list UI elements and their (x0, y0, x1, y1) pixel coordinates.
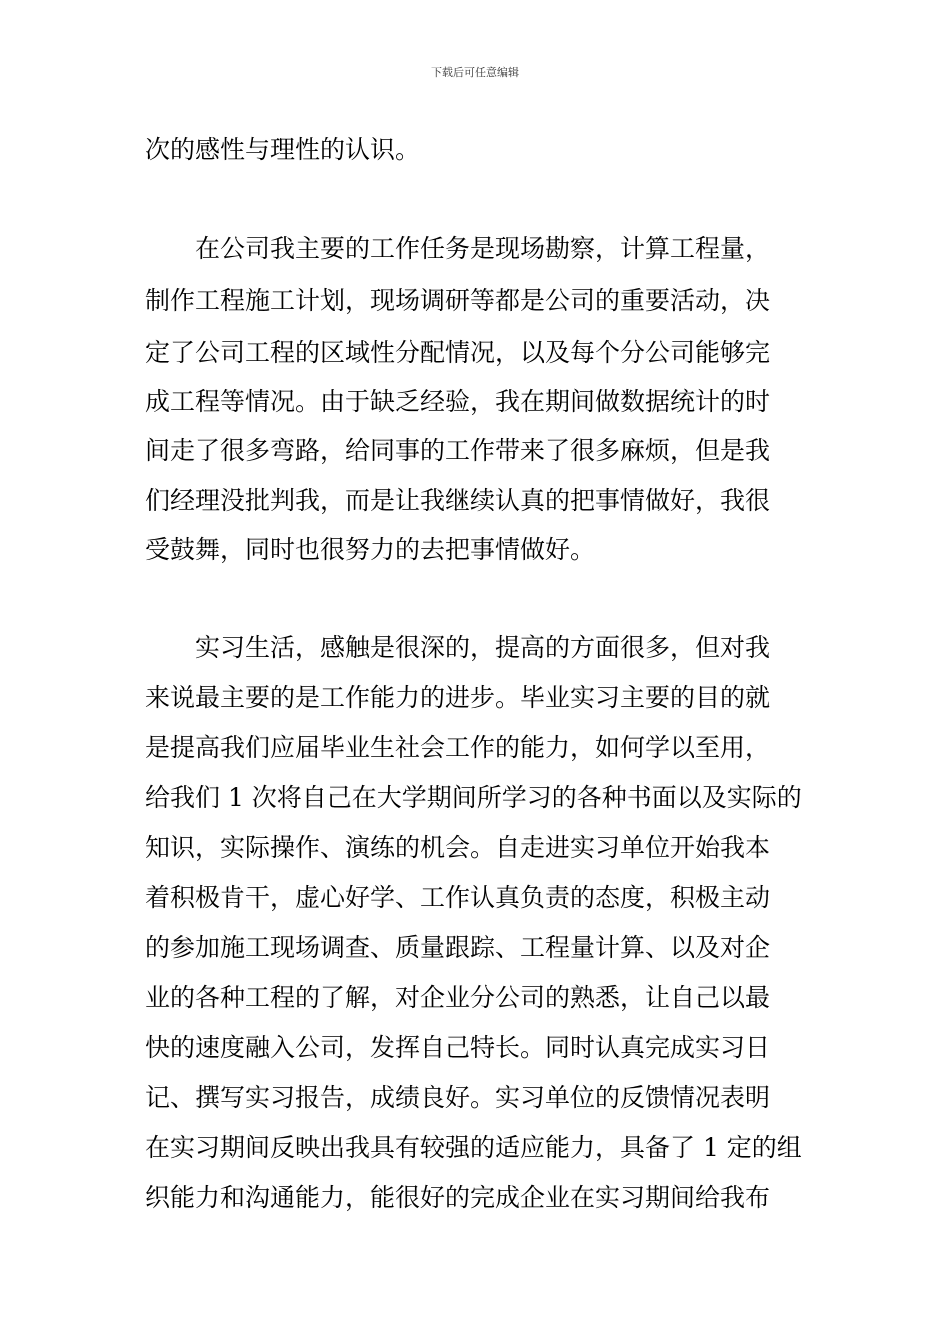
text-line: 记、撰写实习报告，成绩良好。实习单位的反馈情况表明 (145, 1083, 771, 1112)
text-line: 定了公司工程的区域性分配情况，以及每个分公司能够完 (145, 338, 771, 367)
text-line: 们经理没批判我，而是让我继续认真的把事情做好，我很 (145, 486, 771, 515)
text-line: 知识，实际操作、演练的机会。自走进实习单位开始我本 (145, 833, 771, 862)
text-line: 次的感性与理性的认识。 (145, 135, 421, 164)
text-line: 在实习期间反映出我具有较强的适应能力，具备了 1 定的组 (145, 1133, 802, 1162)
page-header: 下载后可任意编辑 (431, 66, 519, 79)
text-line: 着积极肯干，虚心好学、工作认真负责的态度，积极主动 (145, 883, 771, 912)
text-line: 实习生活，感触是很深的，提高的方面很多，但对我 (145, 633, 771, 662)
text-line: 给我们 1 次将自己在大学期间所学习的各种书面以及实际的 (145, 783, 802, 812)
text-line: 间走了很多弯路，给同事的工作带来了很多麻烦，但是我 (145, 436, 771, 465)
text-line: 在公司我主要的工作任务是现场勘察，计算工程量， (145, 234, 771, 263)
text-line: 来说最主要的是工作能力的进步。毕业实习主要的目的就 (145, 683, 771, 712)
text-line: 业的各种工程的了解，对企业分公司的熟悉，让自己以最 (145, 983, 771, 1012)
text-line: 成工程等情况。由于缺乏经验，我在期间做数据统计的时 (145, 387, 771, 416)
text-line: 快的速度融入公司，发挥自己特长。同时认真完成实习日 (145, 1033, 771, 1062)
text-line: 是提高我们应届毕业生社会工作的能力，如何学以至用， (145, 733, 771, 762)
text-line: 织能力和沟通能力，能很好的完成企业在实习期间给我布 (145, 1183, 771, 1212)
text-line: 的参加施工现场调查、质量跟踪、工程量计算、以及对企 (145, 933, 771, 962)
text-line: 受鼓舞，同时也很努力的去把事情做好。 (145, 535, 596, 564)
text-line: 制作工程施工计划，现场调研等都是公司的重要活动，决 (145, 286, 771, 315)
